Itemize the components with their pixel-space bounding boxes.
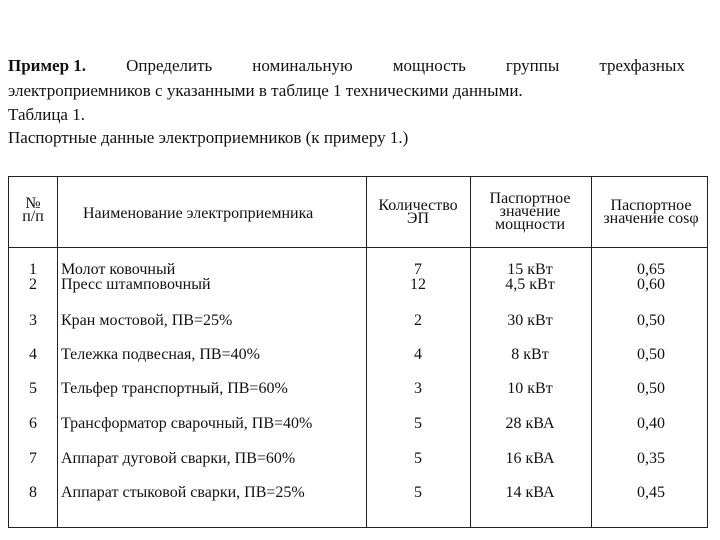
cell-qty: 2 [414,312,422,329]
cell-qty: 3 [414,380,422,397]
cell-name: Кран мостовой, ПВ=25% [61,312,233,329]
cell-num: 8 [29,484,37,501]
header-power-line: мощности [494,216,566,233]
cell-num: 1 [29,261,37,278]
header-num [22,197,44,223]
cell-name: Аппарат стыковой сварки, ПВ=25% [61,484,305,501]
divider [470,177,471,527]
cell-cos: 0,50 [637,312,665,329]
header-cos-line: значение cosφ [603,210,699,227]
header-qty-line: ЭП [406,210,430,227]
word: номинальную [252,56,353,75]
divider [366,177,367,527]
word: группы [505,56,560,75]
header-power [490,192,571,231]
cell-power: 14 кВА [505,484,555,501]
word: Определить [126,56,213,75]
intro-line-1 [8,56,685,76]
header-qty-line: Количество [378,197,458,214]
cell-name: Тельфер транспортный, ПВ=60% [61,380,288,397]
header-num-line: п/п [22,208,44,225]
cell-num: 3 [29,312,37,329]
cell-power: 8 кВт [511,346,549,363]
divider [57,177,58,527]
header-power-line: Паспортное [489,190,571,207]
cell-cos: 0,50 [637,346,665,363]
word: мощность [392,56,466,75]
word: трехфазных [599,56,685,75]
cell-num: 5 [29,380,37,397]
example-label: Пример 1. [8,56,87,75]
header-name: Наименование электроприемника [83,205,314,222]
cell-cos: 0,50 [637,380,665,397]
cell-name: Тележка подвесная, ПВ=40% [61,346,260,363]
cell-qty: 4 [414,346,422,363]
cell-cos: 0,65 [637,261,665,278]
header-cos [603,199,698,225]
cell-cos: 0,40 [637,415,665,432]
cell-power: 15 кВт [507,261,553,278]
cell-power: 28 кВА [505,415,555,432]
cell-num: 6 [29,415,37,432]
cell-name: Молот ковочный [61,261,176,278]
cell-qty: 5 [414,484,422,501]
intro-line-2: электроприемников с указанными в таблице 1 техническими данными. [8,81,523,100]
table-subtitle: Паспортные данные электроприемников (к примеру 1.) [8,128,409,147]
cell-num: 2 [29,276,37,293]
cell-num: 7 [29,450,37,467]
cell-cos: 0,35 [637,450,665,467]
equipment-table [8,176,708,528]
divider [591,177,592,527]
cell-name: Пресс штамповочный [61,276,211,293]
cell-num: 4 [29,346,37,363]
cell-cos: 0,60 [637,276,665,293]
header-qty [378,199,457,225]
table-caption: Таблица 1. [8,105,85,124]
header-power-line: значение [499,203,561,220]
header-cos-line: Паспортное [610,197,692,214]
cell-qty: 5 [414,415,422,432]
cell-power: 4,5 кВт [505,276,555,293]
header-divider [9,247,707,248]
cell-qty: 12 [410,276,426,293]
cell-qty: 5 [414,450,422,467]
cell-power: 30 кВт [507,312,553,329]
cell-name: Аппарат дуговой сварки, ПВ=60% [61,450,296,467]
cell-name: Трансформатор сварочный, ПВ=40% [61,415,313,432]
cell-power: 16 кВА [505,450,555,467]
cell-power: 10 кВт [507,380,553,397]
cell-qty: 7 [414,261,422,278]
cell-cos: 0,45 [637,484,665,501]
header-num-line: № [25,195,41,212]
